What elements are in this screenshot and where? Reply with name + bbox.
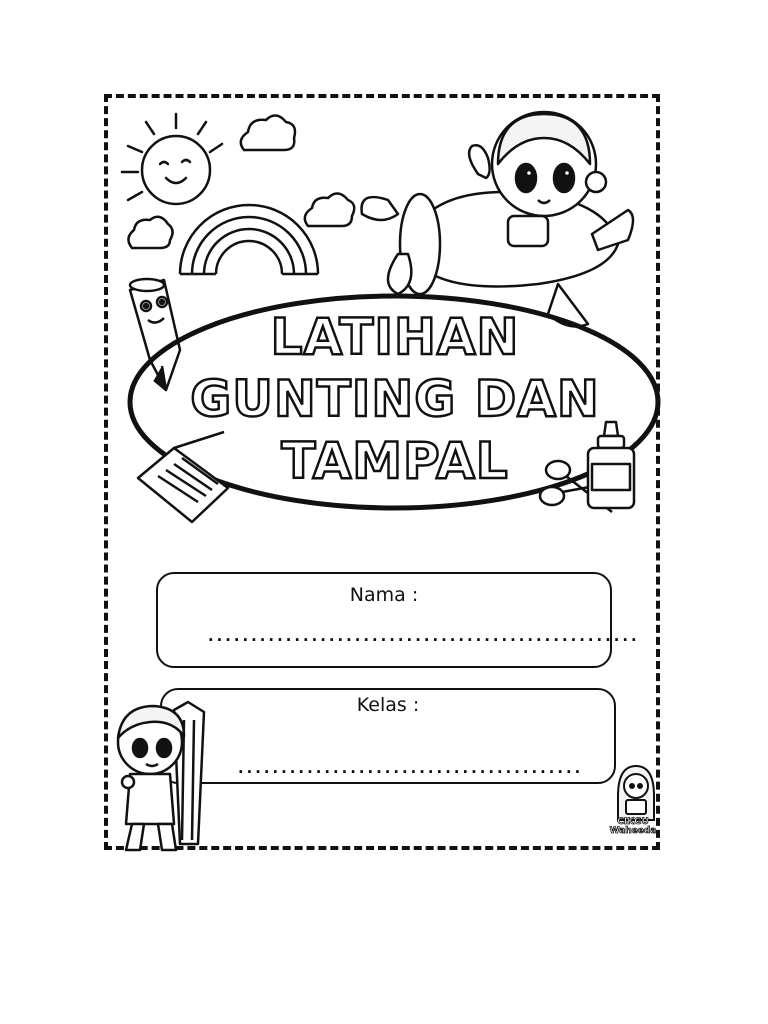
class-field-box (160, 688, 616, 784)
name-label: Nama : (349, 584, 419, 606)
title-line-3: TAMPAL (281, 432, 509, 490)
name-write-line: .................................................. (206, 626, 638, 645)
class-write-line: ........................................ (236, 758, 582, 777)
cloud-icon (234, 110, 298, 158)
title-line-2: GUNTING DAN (190, 370, 600, 428)
rainbow-icon (174, 170, 324, 280)
brand-logo-text (606, 818, 660, 836)
glue-bottle-icon (584, 420, 638, 512)
brand-line-2: Waheeda (609, 826, 657, 836)
brand-line-1: CIKGU (617, 817, 649, 827)
title-line-1: LATIHAN (270, 308, 520, 366)
name-field-box (156, 572, 638, 668)
boy-with-pencil-icon (110, 700, 212, 856)
teacher-avatar-icon (614, 762, 658, 822)
class-label: Kelas : (356, 694, 420, 716)
cloud-icon (124, 210, 174, 254)
open-book-icon (128, 428, 238, 528)
